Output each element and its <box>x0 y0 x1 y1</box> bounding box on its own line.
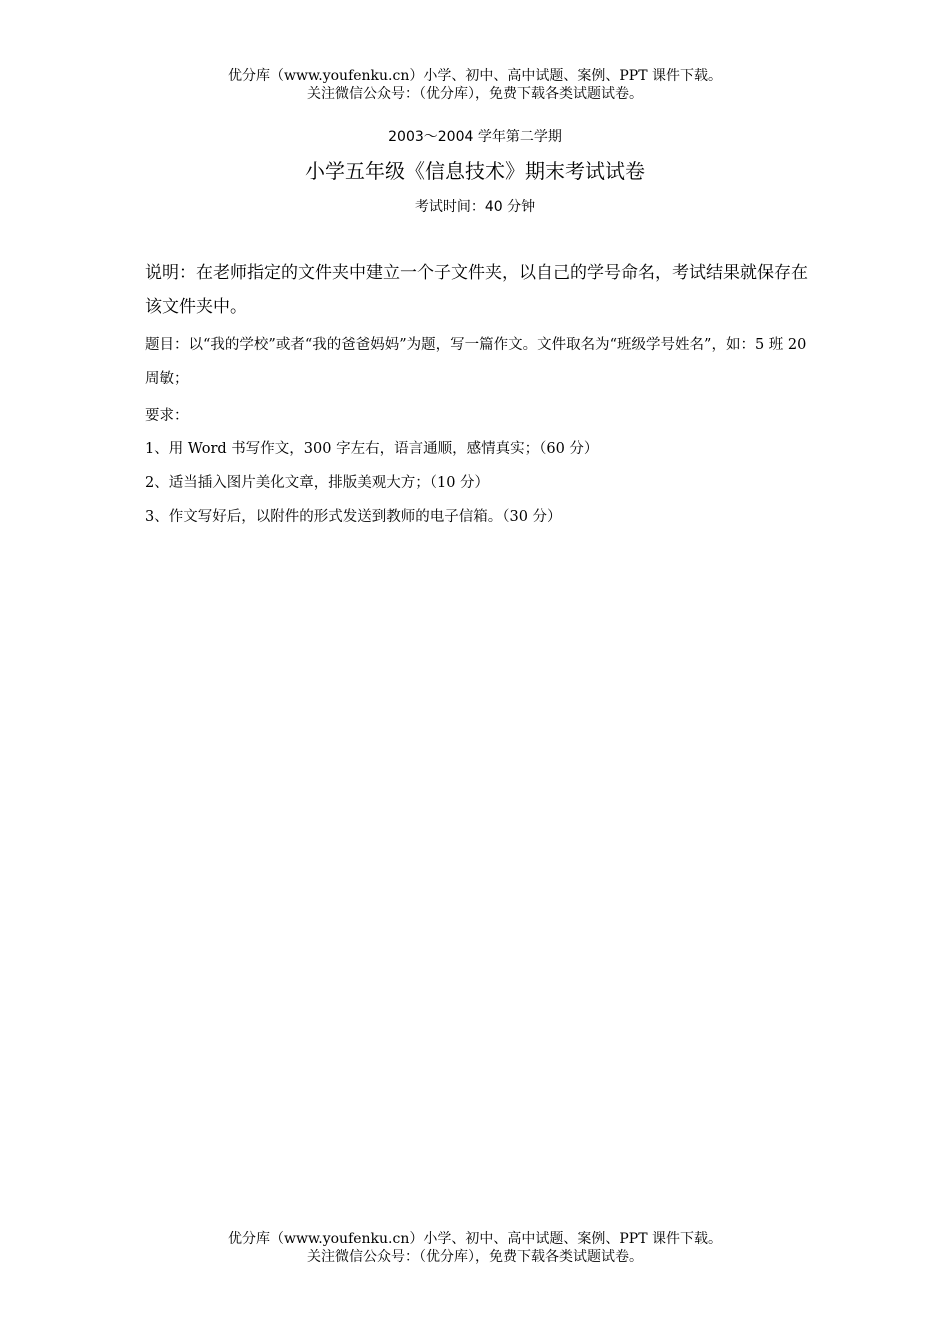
requirement-item: 3、作文写好后，以附件的形式发送到教师的电子信箱。（30 分） <box>145 509 562 525</box>
footer-line-1: 优分库（www.youfenku.cn）小学、初中、高中试题、案例、PPT 课件下载。 <box>227 1231 722 1247</box>
footer-line-2: 关注微信公众号：（优分库），免费下载各类试题试卷。 <box>307 1249 643 1265</box>
essay-topic: 题目：以“我的学校”或者“我的爸爸妈妈”为题，写一篇作文。文件取名为“班级学号姓名”，如：5 班 20 周敏； <box>145 337 807 387</box>
header-line-2: 关注微信公众号：（优分库），免费下载各类试题试卷。 <box>307 86 643 102</box>
page-header <box>0 67 950 103</box>
exam-instruction: 说明：在老师指定的文件夹中建立一个子文件夹，以自己的学号命名，考试结果就保存在该文件夹中。 <box>145 263 808 317</box>
exam-duration: 考试时间：40 分钟 <box>414 199 536 215</box>
exam-title: 小学五年级《信息技术》期末考试试卷 <box>305 159 645 183</box>
exam-term: 2003～2004 学年第二学期 <box>388 129 562 145</box>
header-line-1: 优分库（www.youfenku.cn）小学、初中、高中试题、案例、PPT 课件下载。 <box>227 68 722 84</box>
requirements-label: 要求： <box>145 408 189 424</box>
page-footer <box>0 1230 950 1266</box>
requirement-item: 2、适当插入图片美化文章，排版美观大方；（10 分） <box>145 475 490 491</box>
requirement-item: 1、用 Word 书写作文，300 字左右，语言通顺，感情真实；（60 分） <box>145 441 599 457</box>
